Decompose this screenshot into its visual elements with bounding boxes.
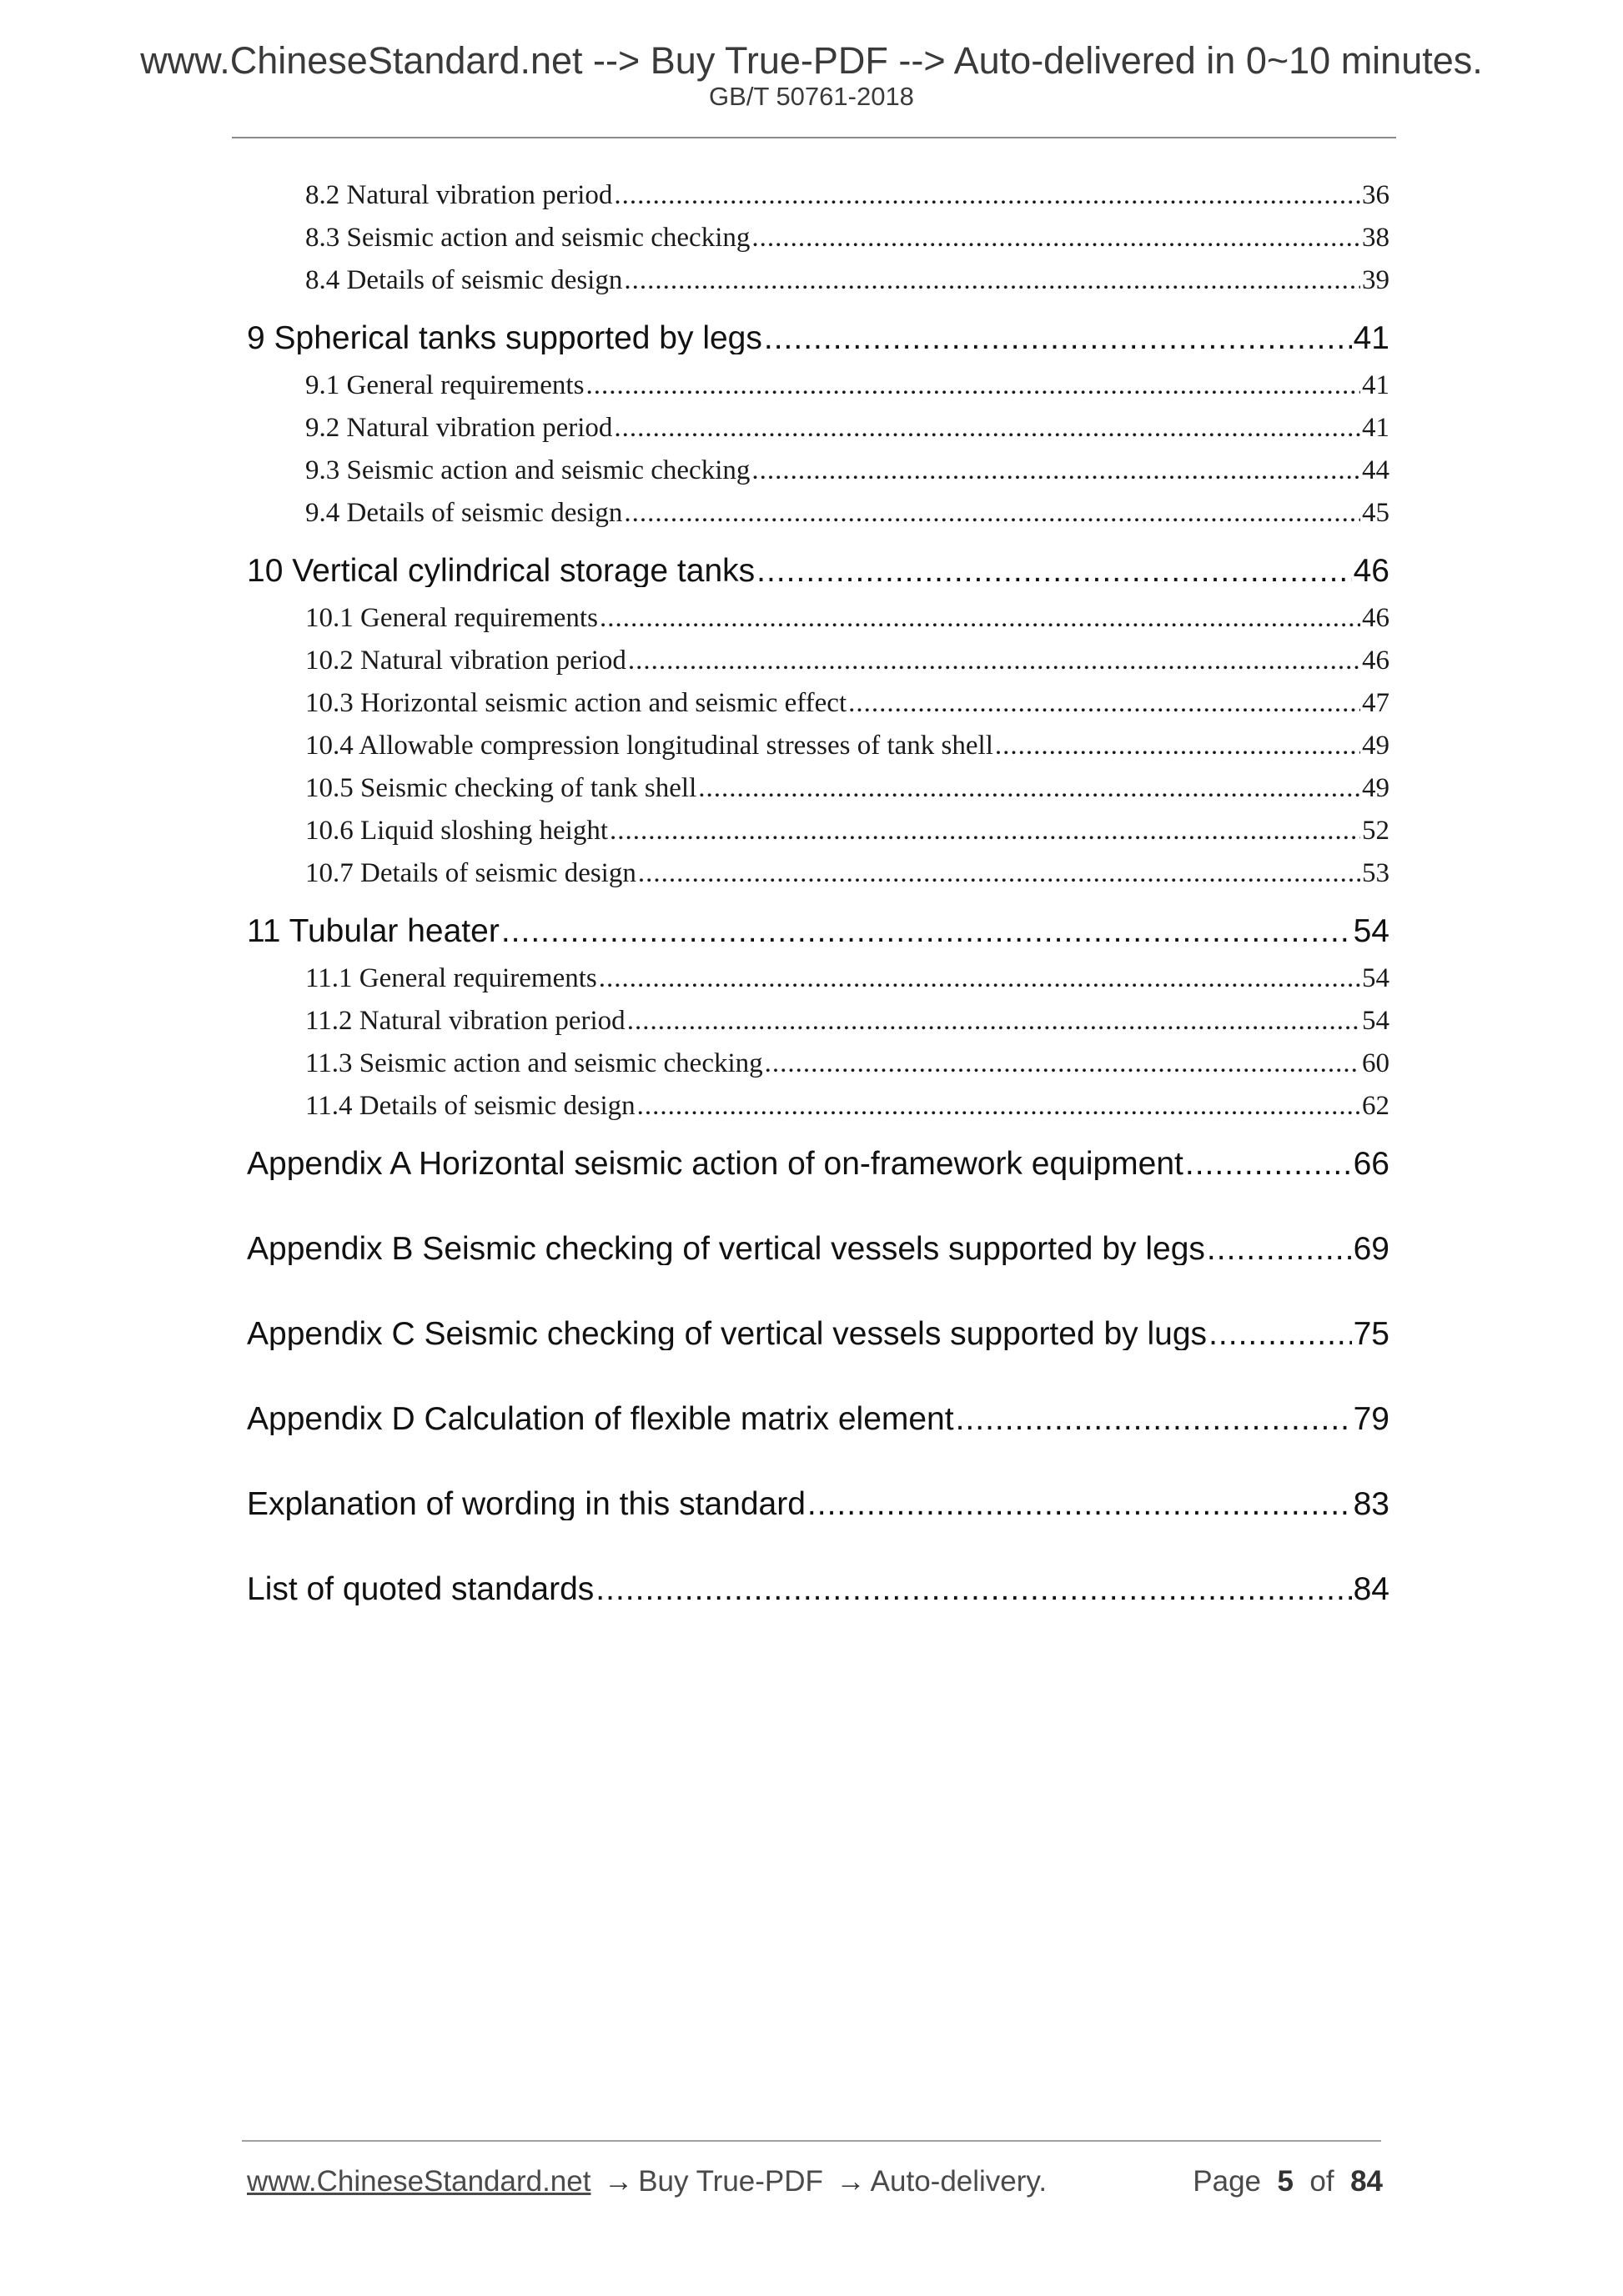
toc-entry-title: 10.6 Liquid sloshing height (305, 817, 608, 845)
dot-leader (1208, 1318, 1352, 1350)
toc-section-entry[interactable] (305, 500, 1389, 527)
toc-entry-title: 9.3 Seismic action and seismic checking (305, 457, 751, 485)
toc-entry-title: List of quoted standards (247, 1573, 595, 1605)
dot-leader (600, 605, 1360, 632)
toc-section-entry[interactable] (305, 775, 1389, 802)
dot-leader (764, 322, 1352, 354)
toc-entry-page: 44 (1362, 457, 1389, 485)
toc-section-entry[interactable] (305, 224, 1389, 252)
toc-entry-page: 84 (1353, 1573, 1389, 1605)
toc-entry-page: 46 (1362, 647, 1389, 675)
toc-entry-page: 66 (1353, 1148, 1389, 1180)
toc-entry-title: 8.2 Natural vibration period (305, 182, 613, 209)
toc-section-entry[interactable] (305, 414, 1389, 442)
toc-entry-page: 47 (1362, 690, 1389, 717)
toc-entry-title: 10 Vertical cylindrical storage tanks (247, 555, 756, 587)
dot-leader (501, 915, 1352, 947)
toc-entry-title: 8.3 Seismic action and seismic checking (305, 224, 751, 252)
dot-leader (765, 1050, 1360, 1078)
toc-chapter-entry[interactable] (247, 1318, 1389, 1350)
toc-section-entry[interactable] (305, 1093, 1389, 1120)
toc-entry-title: 11.4 Details of seismic design (305, 1093, 636, 1120)
toc-entry-page: 46 (1362, 605, 1389, 632)
dot-leader (614, 182, 1360, 209)
toc-section-entry[interactable] (305, 817, 1389, 845)
toc-entry-title: 10.7 Details of seismic design (305, 860, 636, 887)
toc-entry-page: 49 (1362, 775, 1389, 802)
toc-entry-page: 79 (1353, 1403, 1389, 1435)
toc-section-entry[interactable] (305, 732, 1389, 760)
toc-chapter-entry[interactable] (247, 322, 1389, 354)
header-banner: www.ChineseStandard.net --> Buy True-PDF --> Auto-delivered in 0~10 minutes. (140, 39, 1483, 82)
toc-section-entry[interactable] (305, 690, 1389, 717)
toc-entry-title: Appendix B Seismic checking of vertical vessels supported by legs (247, 1233, 1205, 1265)
toc-section-entry[interactable] (305, 1050, 1389, 1078)
toc-entry-title: 9.2 Natural vibration period (305, 414, 613, 442)
dot-leader (848, 690, 1360, 717)
toc-chapter-entry[interactable] (247, 1488, 1389, 1520)
dot-leader (751, 457, 1360, 485)
toc-entry-page: 54 (1362, 1007, 1389, 1035)
toc-entry-page: 36 (1362, 182, 1389, 209)
footer-links (247, 2167, 1047, 2196)
toc-chapter-entry[interactable] (247, 1403, 1389, 1435)
toc-chapter-entry[interactable] (247, 555, 1389, 587)
toc-entry-title: 11.1 General requirements (305, 965, 597, 992)
dot-leader (638, 860, 1360, 887)
toc-entry-title: 9.4 Details of seismic design (305, 500, 623, 527)
toc-section-entry[interactable] (305, 965, 1389, 992)
current-page: 5 (1277, 2165, 1294, 2198)
footer-buy-text: Buy True-PDF (638, 2165, 823, 2198)
toc-entry-page: 41 (1362, 414, 1389, 442)
dot-leader (1185, 1148, 1352, 1180)
toc-entry-page: 38 (1362, 224, 1389, 252)
dot-leader (624, 267, 1360, 294)
dot-leader (595, 1573, 1351, 1605)
of-word: of (1309, 2165, 1334, 2198)
toc-chapter-entry[interactable] (247, 1148, 1389, 1180)
toc-section-entry[interactable] (305, 605, 1389, 632)
dot-leader (1207, 1233, 1352, 1265)
toc-entry-page: 53 (1362, 860, 1389, 887)
toc-entry-page: 83 (1353, 1488, 1389, 1520)
arrow-right-icon: → (604, 2165, 634, 2198)
footer-divider (242, 2140, 1381, 2142)
toc-chapter-entry[interactable] (247, 1233, 1389, 1265)
dot-leader (628, 647, 1360, 675)
toc-entry-page: 45 (1362, 500, 1389, 527)
toc-entry-title: 10.5 Seismic checking of tank shell (305, 775, 697, 802)
toc-entry-title: Explanation of wording in this standard (247, 1488, 806, 1520)
dot-leader (956, 1403, 1352, 1435)
toc-entry-title: Appendix A Horizontal seismic action of on-framework equipment (247, 1148, 1183, 1180)
toc-entry-page: 69 (1353, 1233, 1389, 1265)
toc-entry-page: 52 (1362, 817, 1389, 845)
dot-leader (614, 414, 1360, 442)
toc-entry-title: 11.2 Natural vibration period (305, 1007, 626, 1035)
toc-entry-title: 10.3 Horizontal seismic action and seismic effect (305, 690, 847, 717)
toc-entry-title: 9.1 General requirements (305, 372, 585, 399)
toc-entry-title: Appendix C Seismic checking of vertical vessels supported by lugs (247, 1318, 1208, 1350)
toc-chapter-entry[interactable] (247, 915, 1389, 947)
dot-leader (807, 1488, 1352, 1520)
toc-section-entry[interactable] (305, 647, 1389, 675)
toc-entry-page: 60 (1362, 1050, 1389, 1078)
dot-leader (599, 965, 1360, 992)
dot-leader (756, 555, 1351, 587)
page-number (1193, 2167, 1383, 2196)
toc-section-entry[interactable] (305, 182, 1389, 209)
toc-entry-page: 49 (1362, 732, 1389, 760)
toc-entry-title: 10.1 General requirements (305, 605, 598, 632)
dot-leader (624, 500, 1360, 527)
dot-leader (610, 817, 1360, 845)
toc-entry-page: 46 (1353, 555, 1389, 587)
toc-entry-title: 9 Spherical tanks supported by legs (247, 322, 762, 354)
toc-entry-page: 41 (1353, 322, 1389, 354)
toc-section-entry[interactable] (305, 1007, 1389, 1035)
dot-leader (637, 1093, 1360, 1120)
dot-leader (698, 775, 1360, 802)
toc-entry-page: 39 (1362, 267, 1389, 294)
toc-entry-page: 75 (1353, 1318, 1389, 1350)
dot-leader (995, 732, 1360, 760)
toc-entry-title: Appendix D Calculation of flexible matrix element (247, 1403, 954, 1435)
toc-entry-title: 11.3 Seismic action and seismic checking (305, 1050, 763, 1078)
footer-delivery-text: Auto-delivery. (870, 2165, 1048, 2198)
toc-entry-page: 54 (1362, 965, 1389, 992)
toc-entry-title: 10.4 Allowable compression longitudinal stresses of tank shell (305, 732, 993, 760)
toc-entry-title: 11 Tubular heater (247, 915, 500, 947)
dot-leader (585, 372, 1360, 399)
toc-entry-page: 62 (1362, 1093, 1389, 1120)
dot-leader (627, 1007, 1360, 1035)
toc-section-entry[interactable] (305, 860, 1389, 887)
total-pages: 84 (1350, 2165, 1383, 2198)
toc-entry-page: 41 (1362, 372, 1389, 399)
toc-entry-title: 10.2 Natural vibration period (305, 647, 626, 675)
toc-chapter-entry[interactable] (247, 1573, 1389, 1605)
arrow-right-icon: → (836, 2165, 866, 2198)
toc-section-entry[interactable] (305, 372, 1389, 399)
dot-leader (751, 224, 1360, 252)
toc-entry-title: 8.4 Details of seismic design (305, 267, 623, 294)
toc-entry-page: 54 (1353, 915, 1389, 947)
page-word: Page (1193, 2165, 1262, 2198)
footer-site-link[interactable]: www.ChineseStandard.net (247, 2165, 591, 2198)
toc-section-entry[interactable] (305, 267, 1389, 294)
document-id: GB/T 50761-2018 (709, 82, 914, 111)
toc-section-entry[interactable] (305, 457, 1389, 485)
